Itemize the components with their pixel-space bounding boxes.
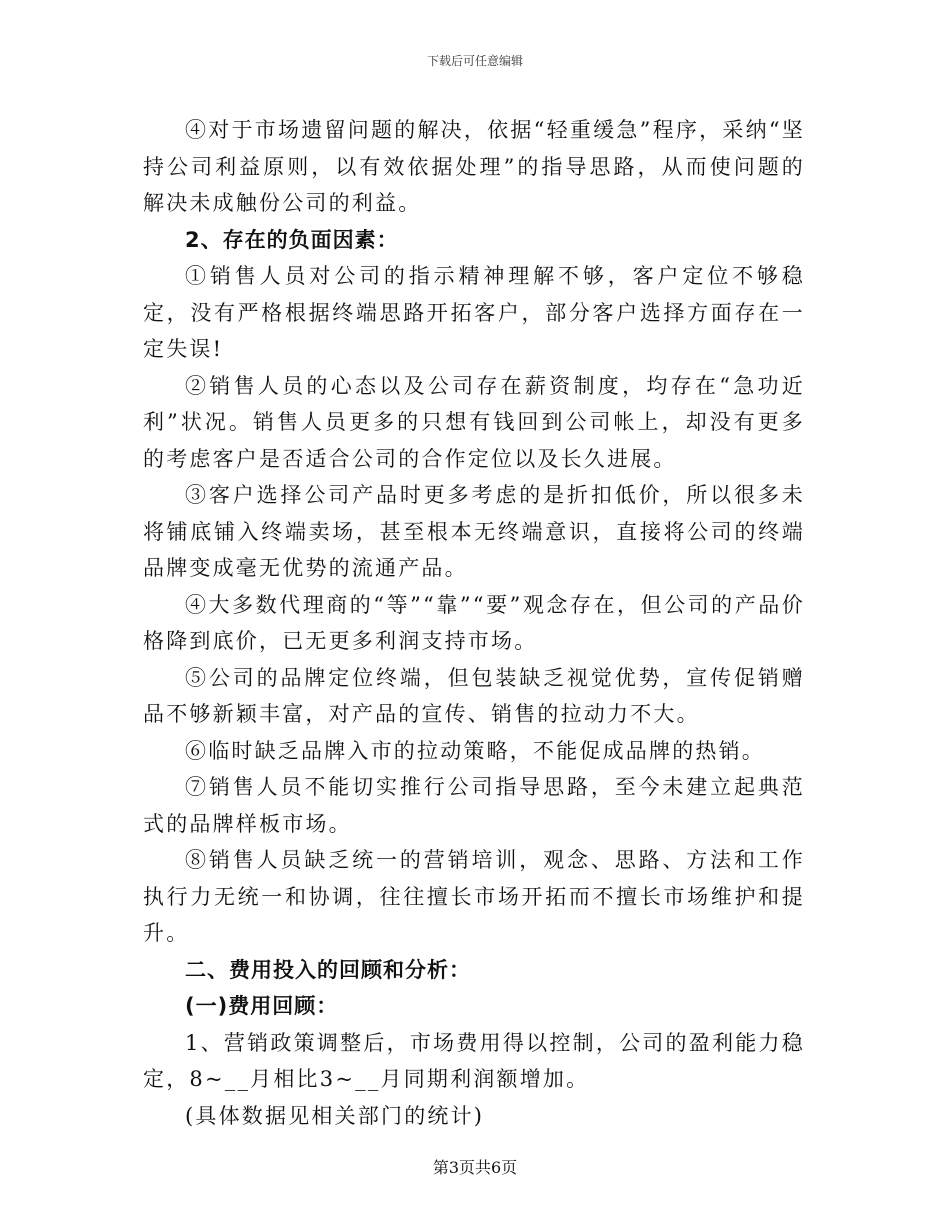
paragraph-factor-8: ⑧销售人员缺乏统一的营销培训，观念、思路、方法和工作执行力无统一和协调，往往擅长市场开拓而不擅长市场维护和提升。: [143, 848, 805, 945]
page-header: 下载后可任意编辑: [426, 54, 523, 68]
document-body: [143, 112, 805, 1134]
page-footer: 第3页共6页: [432, 1158, 518, 1177]
paragraph-factor-1: ①销售人员对公司的指示精神理解不够，客户定位不够稳定，没有严格根据终端思路开拓客户，部分客户选择方面存在一定失误!: [143, 264, 805, 361]
paragraph-factor-3: ③客户选择公司产品时更多考虑的是折扣低价，所以很多未将铺底铺入终端卖场，甚至根本无终端意识，直接将公司的终端品牌变成毫无优势的流通产品。: [143, 483, 805, 580]
paragraph-factor-7: ⑦销售人员不能切实推行公司指导思路，至今未建立起典范式的品牌样板市场。: [143, 775, 805, 836]
paragraph-market-legacy-issues: ④对于市场遗留问题的解决，依据“轻重缓急”程序，采纳“坚持公司利益原则，以有效依据处理”的指导思路，从而使问题的解决未成触份公司的利益。: [143, 118, 805, 215]
subsection-heading-cost-recap: (一)费用回顾：: [185, 994, 339, 1018]
paragraph-factor-2: ②销售人员的心态以及公司存在薪资制度，均存在“急功近利”状况。销售人员更多的只想有钱回到公司帐上，却没有更多的考虑客户是否适合公司的合作定位以及长久进展。: [143, 373, 805, 471]
paragraph-factor-5: ⑤公司的品牌定位终端，但包装缺乏视觉优势，宣传促销赠品不够新颖丰富，对产品的宣传、销售的拉动力不大。: [143, 665, 805, 726]
paragraph-factor-4: ④大多数代理商的“等”“靠”“要”观念存在，但公司的产品价格降到底价，已无更多利润支持市场。: [143, 592, 805, 653]
paragraph-factor-6: ⑥临时缺乏品牌入市的拉动策略，不能促成品牌的热销。: [185, 738, 765, 763]
section-heading-negative-factors: 2、存在的负面因素：: [185, 227, 399, 252]
section-heading-cost-review: 二、费用投入的回顾和分析：: [185, 957, 471, 982]
paragraph-data-note: (具体数据见相关部门的统计): [185, 1103, 485, 1128]
paragraph-cost-item-1: 1、营销政策调整后，市场费用得以控制，公司的盈利能力稳定，8~__月相比3~__月同期利润额增加。: [143, 1030, 805, 1091]
